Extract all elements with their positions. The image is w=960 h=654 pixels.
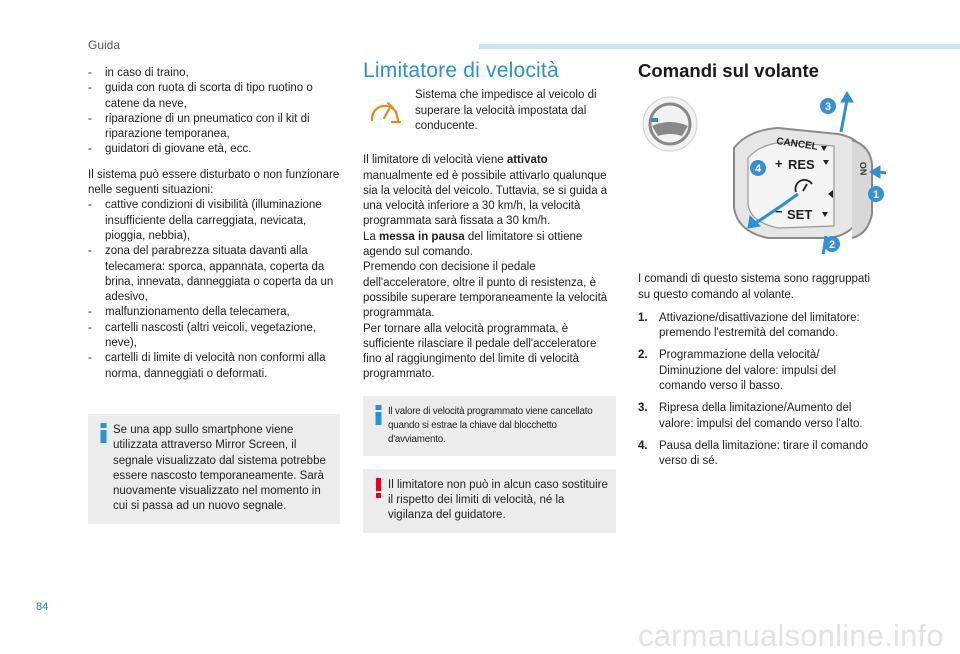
step-text: Pausa della limitazione: tirare il comando verso di sé. xyxy=(659,439,869,468)
watermark: carmanualsonline.info xyxy=(638,618,944,653)
callout-3 xyxy=(820,98,836,114)
column-3 xyxy=(638,60,884,477)
speedometer-limit-icon xyxy=(368,100,402,126)
pause-paragraph xyxy=(363,230,616,261)
callout-4 xyxy=(750,160,766,176)
info-icon xyxy=(97,422,110,444)
step-number: 4. xyxy=(638,439,648,452)
list-item: - malfunzionamento della telecamera, xyxy=(88,305,340,320)
section-title: Limitatore di velocità xyxy=(363,59,559,82)
step-item xyxy=(638,348,884,394)
step-text: Ripresa della limitazione/Aumento del valore: impulsi del comando verso l'alto. xyxy=(659,402,863,430)
column-2 xyxy=(363,59,616,533)
up-arrowhead xyxy=(841,92,853,102)
activation-paragraph xyxy=(363,153,616,229)
list-item: - cattive condizioni di visibilità (illuminazione insufficiente della carreggiata, nevicata, pioggia, nebbia), xyxy=(88,198,340,244)
step-number: 1. xyxy=(638,311,648,324)
text-run: manualmente ed è possibile attivarlo qualunque sia la velocità del veicolo. Tuttavia, se si guida a una velocità inferiore a 30 km/h, la velocità programmata sarà fissata a 30 km/h. xyxy=(363,169,608,228)
steering-wheel-icon xyxy=(643,97,697,151)
bold-text: messa in pausa xyxy=(379,230,465,243)
controls-steps xyxy=(638,311,884,470)
plus-label: + xyxy=(775,156,783,172)
svg-text:3: 3 xyxy=(824,101,832,114)
list-item: - zona del parabrezza situata davanti alla telecamera: sporca, appannata, coperta da brina, innevata, danneggiata o coperta da un adesivo, xyxy=(88,244,340,305)
callout-2 xyxy=(824,236,840,252)
list-item: - cartelli di limite di velocità non conformi alla norma, danneggiati o deformati. xyxy=(88,351,340,382)
on-label: ON xyxy=(858,162,869,176)
info-icon xyxy=(372,404,385,426)
step-number: 3. xyxy=(638,402,648,415)
header-bar xyxy=(479,44,960,49)
text-run: La xyxy=(363,230,379,243)
list-item: - in caso di traino, xyxy=(88,66,340,81)
steering-control-figure xyxy=(638,88,886,254)
control-stalk-illustration xyxy=(638,88,886,254)
override-paragraph: Premendo con decisione il pedale dell'acceleratore, oltre il punto di resistenza, è possibile superare temporaneamente la velocità programmata. xyxy=(363,261,608,320)
section-header: Guida xyxy=(88,38,121,52)
info-note xyxy=(363,396,616,456)
warning-note xyxy=(363,469,616,533)
step-text: Programmazione della velocità/ Diminuzione del valore: impulsi del comando verso il basso. xyxy=(659,349,837,393)
up-arrow-icon xyxy=(841,100,847,132)
cancel-label: CANCEL xyxy=(775,136,819,154)
controls-intro: I comandi di questo sistema sono raggruppati su questo comando al volante. xyxy=(638,273,871,301)
list-item: - riparazione di un pneumatico con il kit di riparazione temporanea, xyxy=(88,112,340,143)
bold-text: attivato xyxy=(506,154,548,167)
text-run: del limitatore si ottiene agendo sul comando. xyxy=(363,230,583,259)
list-item: - cartelli nascosti (altri veicoli, vegetazione, neve), xyxy=(88,321,340,352)
disturbance-list xyxy=(88,198,340,382)
minus-label: − xyxy=(775,204,783,220)
info-note xyxy=(88,414,340,524)
section-title: Comandi sul volante xyxy=(638,60,819,81)
step-number: 2. xyxy=(638,349,648,362)
warning-icon xyxy=(372,477,385,499)
note-text: Il limitatore non può in alcun caso sostituire il rispetto dei limiti di velocità, né la vigilanza del guidatore. xyxy=(388,478,608,522)
step-item xyxy=(638,401,884,432)
svg-text:1: 1 xyxy=(872,189,880,202)
note-text: Se una app sullo smartphone viene utilizzata attraverso Mirror Screen, il segnale visualizzato dal sistema potrebbe essere nascosto temporaneamente. Sarà nuovamente visualizzato nel momento in cui si passa ad un nuovo segnale. xyxy=(113,423,326,513)
callout-1 xyxy=(868,186,884,202)
svg-text:2: 2 xyxy=(828,239,836,252)
step-item xyxy=(638,311,884,342)
disturbance-intro: Il sistema può essere disturbato o non funzionare nelle seguenti situazioni: xyxy=(88,168,340,197)
list-item: - guida con ruota di scorta di tipo ruotino o catene da neve, xyxy=(88,81,340,112)
set-label: SET xyxy=(787,207,813,223)
feature-description: Sistema che impedisce al veicolo di superare la velocità impostata dal conducente. xyxy=(415,89,597,132)
text-run: Il limitatore di velocità viene xyxy=(363,154,507,167)
list-item: - guidatori di giovane età, ecc. xyxy=(88,142,340,157)
column-1 xyxy=(88,66,340,524)
step-item xyxy=(638,439,884,470)
return-paragraph: Per tornare alla velocità programmata, è sufficiente rilasciare il pedale dell'acceleratore fino al raggiungimento del limite di velocità programmato. xyxy=(363,322,597,381)
svg-text:4: 4 xyxy=(754,163,762,176)
page-number: 84 xyxy=(36,601,49,613)
step-text: Attivazione/disattivazione del limitatore: premendo l'estremità del comando. xyxy=(659,311,860,340)
feature-intro xyxy=(363,88,616,144)
note-text: Il valore di velocità programmato viene cancellato quando si estrae la chiave dal blocchetto d'avviamento. xyxy=(388,405,593,445)
res-label: RES xyxy=(788,157,815,173)
situations-list xyxy=(88,66,340,158)
